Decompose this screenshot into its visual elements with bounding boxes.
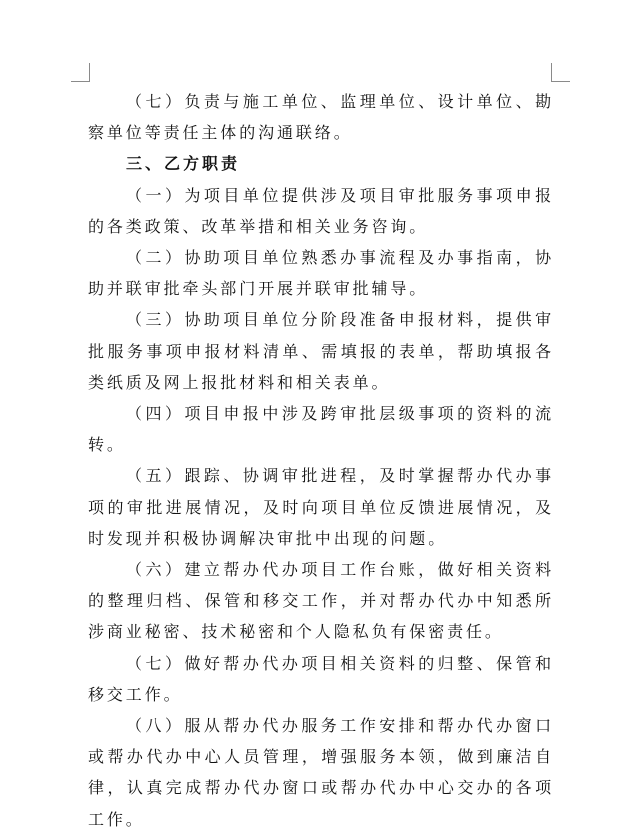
page-corner-mark-top-left (71, 63, 90, 82)
paragraph-duty-4: （四）项目申报中涉及跨审批层级事项的资料的流转。 (88, 404, 554, 455)
paragraph-duty-6: （六）建立帮办代办项目工作台账，做好相关资料的整理归档、保管和移交工作，并对帮办代办中知悉所涉商业秘密、技术秘密和个人隐私负有保密责任。 (88, 560, 554, 642)
paragraph-duty-3: （三）协助项目单位分阶段准备申报材料，提供审批服务事项申报材料清单、需填报的表单，帮助填报各类纸质及网上报批材料和相关表单。 (88, 310, 554, 392)
document-body (88, 86, 554, 835)
paragraph-duty-8: （八）服从帮办代办服务工作安排和帮办代办窗口或帮办代办中心人员管理，增强服务本领，做到廉洁自律，认真完成帮办代办窗口或帮办代办中心交办的各项工作。 (88, 716, 554, 829)
paragraph-responsibility-7-partyA: （七）负责与施工单位、监理单位、设计单位、勘察单位等责任主体的沟通联络。 (88, 92, 554, 143)
page-corner-mark-top-right (551, 63, 570, 82)
section-heading-partyB-duties: 三、乙方职责 (126, 154, 241, 174)
paragraph-duty-5: （五）跟踪、协调审批进程，及时掌握帮办代办事项的审批进展情况，及时向项目单位反馈进展情况，及时发现并积极协调解决审批中出现的问题。 (88, 466, 554, 548)
paragraph-duty-2: （二）协助项目单位熟悉办事流程及办事指南，协助并联审批牵头部门开展并联审批辅导。 (88, 248, 554, 299)
paragraph-duty-1: （一）为项目单位提供涉及项目审批服务事项申报的各类政策、改革举措和相关业务咨询。 (88, 185, 554, 236)
paragraph-duty-7: （七）做好帮办代办项目相关资料的归整、保管和移交工作。 (88, 653, 554, 704)
